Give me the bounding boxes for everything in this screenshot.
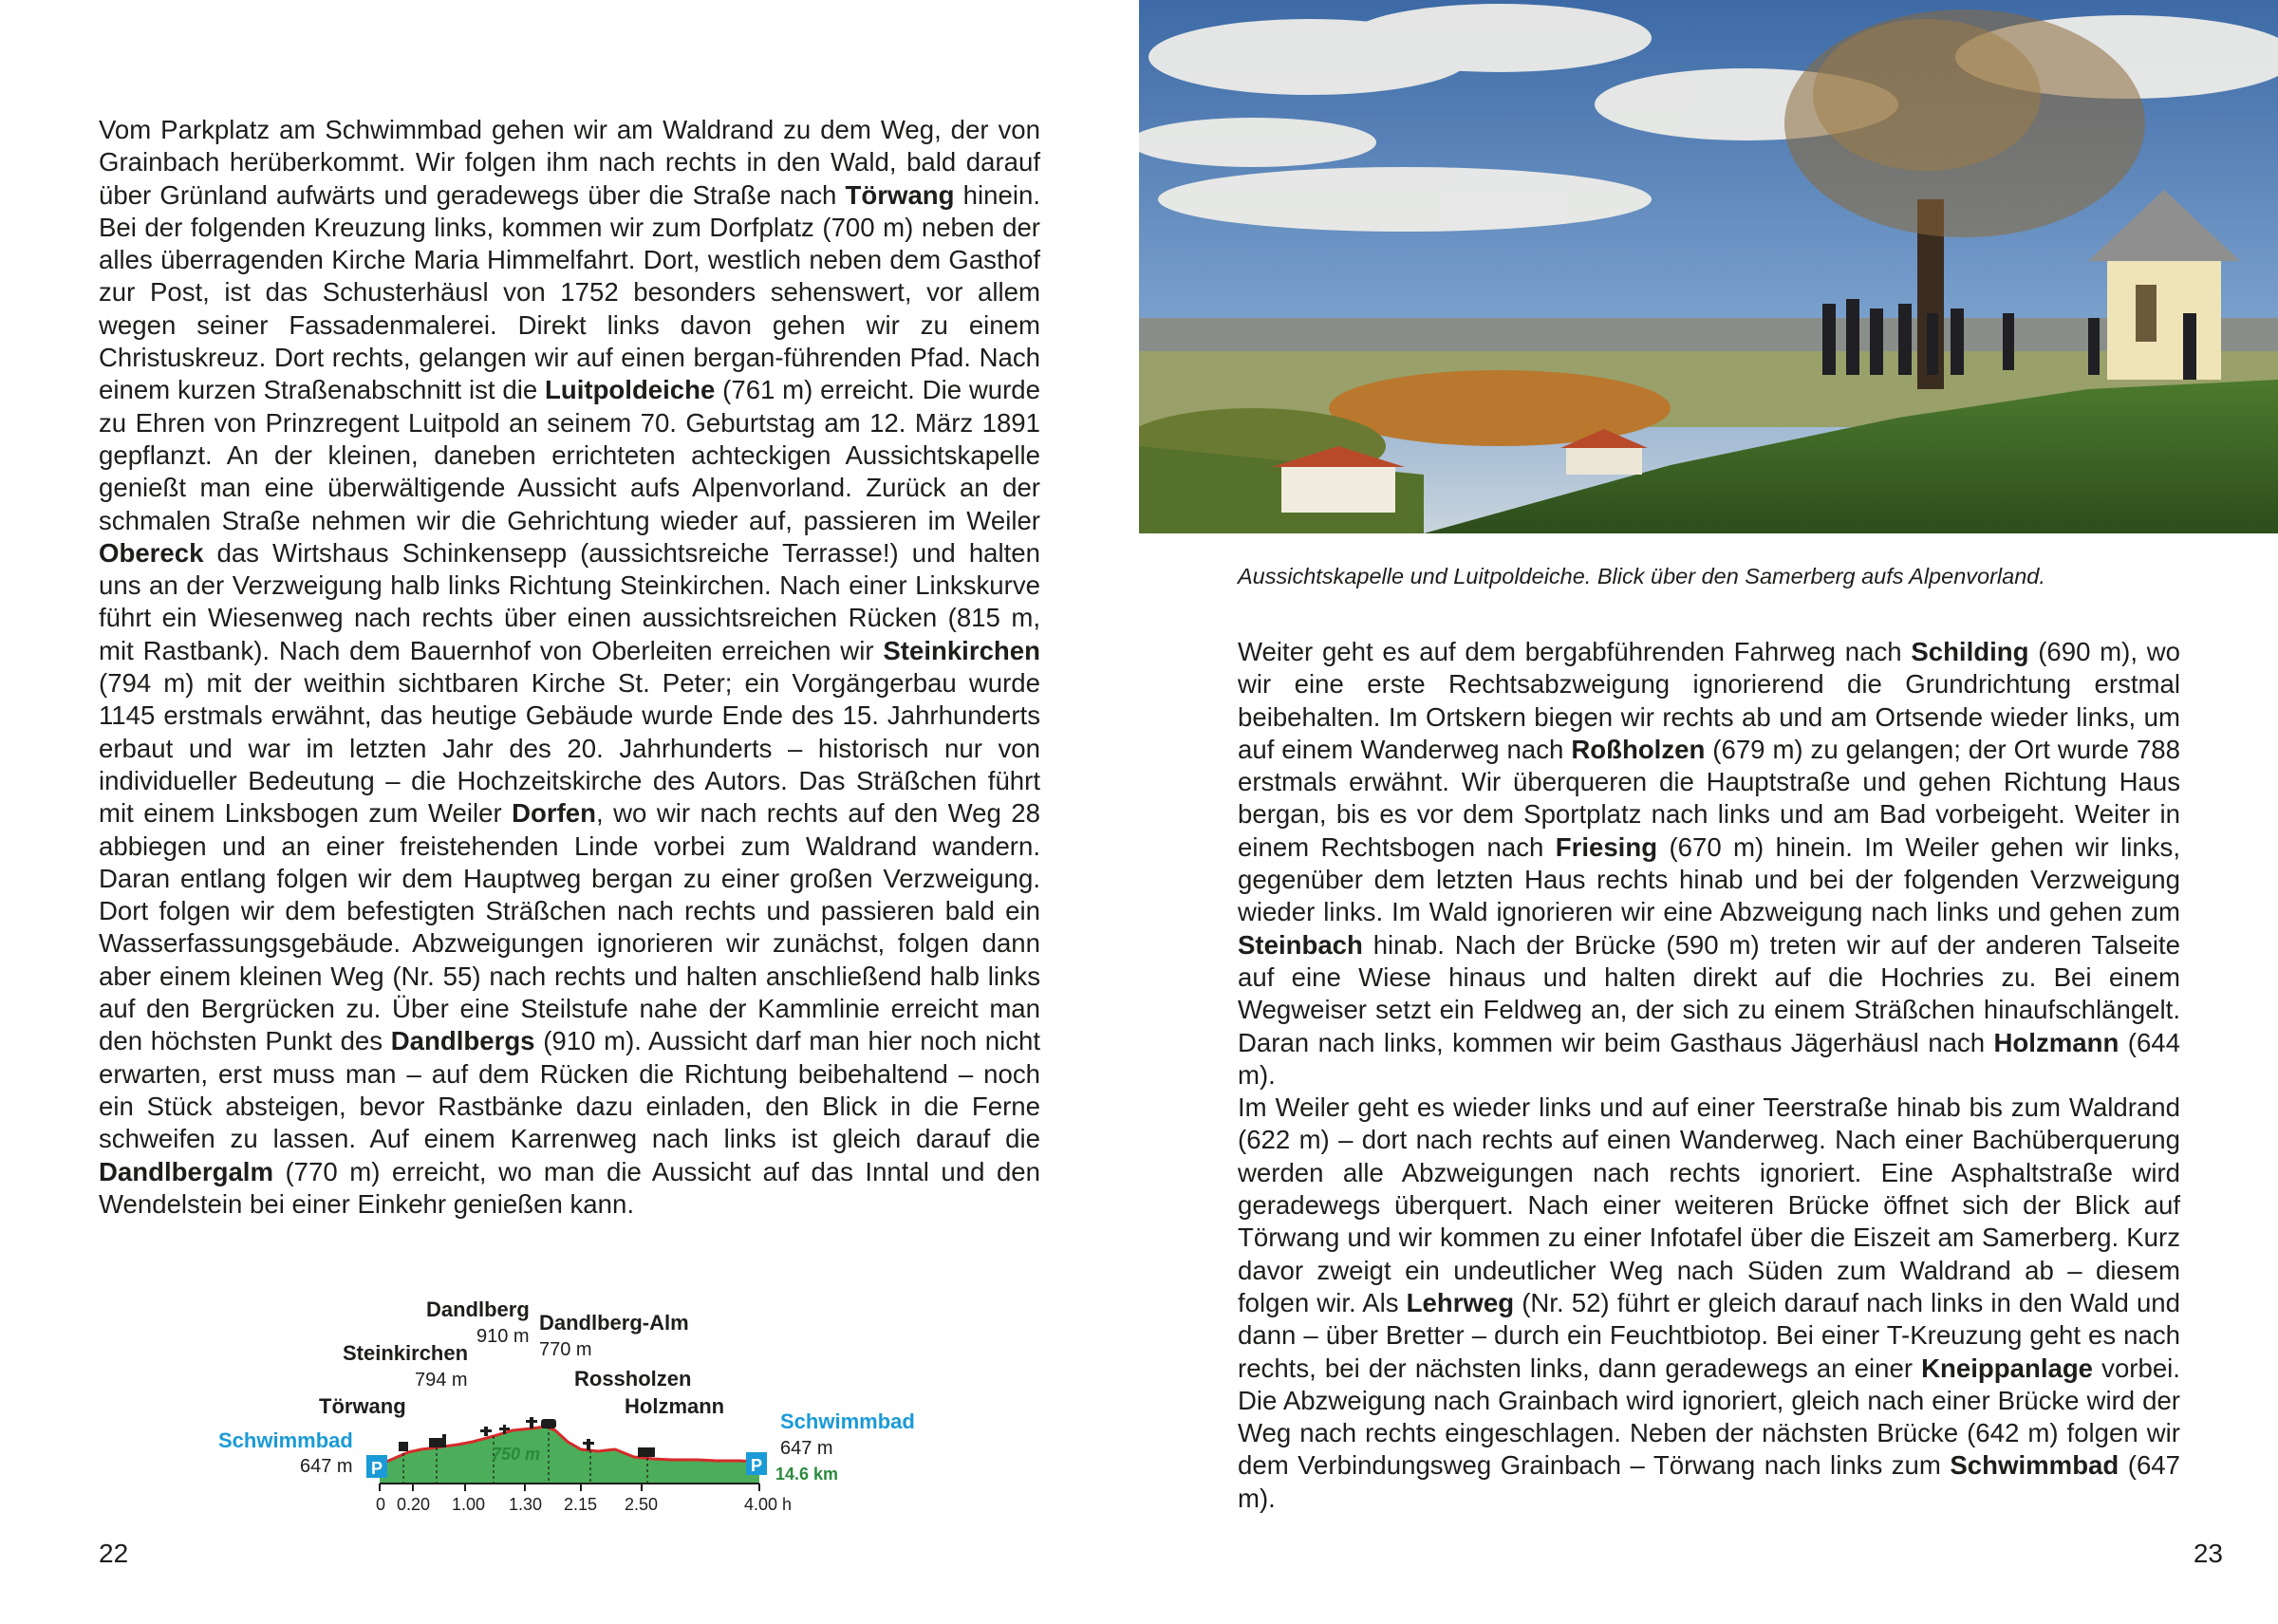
waypoint-elev: 910 m xyxy=(476,1326,530,1347)
text-run: , wo wir nach rechts auf den Weg 28 abbiegen und an einer freistehenden Linde vorbei zum Waldrand wandern. Daran entlang folgen wir dem Hauptweg bergan zu einer großen Verzweigung. Dort folgen wir dem befestigten Sträßchen nach rechts und passieren bald ein Wasserfassungsgebäude. Abzweigungen ignorieren wir zunächst, folgen dann aber einem kleinen Weg (Nr. 55) nach rechts und halten anschließend halb links auf den Bergrücken zu. Über eine Steilstufe nahe der Kammlinie erreicht man den höchsten Punkt des xyxy=(99,798,1040,1056)
text-run: (761 m) erreicht. Die wurde zu Ehren von Prinzregent Luitpold an seinem 70. Geburtstag am 12. März 1891 gepflanzt. An der kleinen, daneben errichteten achteckigen Aussichtskapelle genießt man eine überwältigende Aussicht aufs Alpenvorland. Zurück an der schmalen Straße nehmen wir die Gehrichtung wieder auf, passieren im Weiler xyxy=(99,375,1040,535)
tick-label: 0 xyxy=(376,1495,386,1514)
text-run: Vom Parkplatz am Schwimmbad gehen wir am Waldrand zu dem Weg, der von Grainbach herüberkommt. Wir folgen ihm nach rechts in den Wald, bald darauf über Grünland aufwärts und geradewegs über die Straße nach xyxy=(99,115,1040,210)
place-name: Lehrweg xyxy=(1406,1287,1515,1317)
place-name: Dandlbergs xyxy=(390,1026,535,1056)
place-name: Dandlbergalm xyxy=(99,1156,273,1186)
inner-elevation-label: 750 m xyxy=(492,1445,541,1464)
place-name: Schwimmbad xyxy=(1950,1450,2119,1481)
waypoint-label: Törwang xyxy=(319,1394,406,1418)
page-number: 23 xyxy=(2193,1539,2223,1568)
place-name: Luitpoldeiche xyxy=(545,375,716,405)
waypoint-elev: 794 m xyxy=(415,1370,468,1391)
text-run: (910 m). Aussicht darf man hier noch nicht erwarten, erst muss man – auf dem Rücken die Richtung beibehaltend – noch ein Stück absteigen, bevor Rastbänke dazu einladen, den Blick in die Ferne schweifen zu lassen. Auf einem Karrenweg nach links ist gleich darauf die xyxy=(99,1026,1041,1154)
text-run: (Nr. 52) führt er gleich darauf nach links in den Wald und dann – über Bretter – durch ein Feuchtbiotop. Bei einer T-Kreuzung geht es nach rechts, bei der nächsten links, dann geradewegs an einer xyxy=(1238,1287,2180,1383)
left-body-text xyxy=(99,114,1040,1221)
tick-label: 0.20 xyxy=(397,1495,431,1514)
right-page xyxy=(1139,0,2278,1624)
text-run: (679 m) zu gelangen; der Ort wurde 788 erstmals erwähnt. Wir überqueren die Hauptstraße und gehen Richtung Haus bergan, bis es vor dem Sportplatz nach links und am Bad vorbeigeht. Weiter in einem Rechtsbogen nach xyxy=(1238,734,2181,862)
end-elev: 647 m xyxy=(780,1438,833,1459)
tick-label: 2.15 xyxy=(564,1495,598,1514)
tick-label: 4.00 h xyxy=(744,1495,793,1514)
paragraph xyxy=(1238,1092,2180,1515)
place-name: Obereck xyxy=(99,537,204,568)
place-name: Törwang xyxy=(845,179,955,210)
parking-letter: P xyxy=(371,1459,383,1478)
parking-letter: P xyxy=(751,1456,763,1475)
photo-caption: Aussichtskapelle und Luitpoldeiche. Blick über den Samerberg aufs Alpenvorland. xyxy=(1238,564,2045,588)
place-name: Friesing xyxy=(1555,831,1658,862)
text-run: Im Weiler geht es wieder links und auf einer Teerstraße hinab bis zum Waldrand (622 m) – dort nach rechts auf einen Wanderweg. Nach einer Bachüberquerung werden alle Abzweigungen nach rechts ignoriert. Eine Asphaltstraße wird geradewegs überquert. Nach einer weiteren Brücke öffnet sich der Blick auf Törwang und wir kommen zu einer Infotafel über die Eiszeit am Samerberg. Kurz davor zweigt ein undeutlicher Weg nach Süden zum Waldrand ab – diesem folgen wir. Als xyxy=(1238,1092,2180,1317)
elevation-profile xyxy=(209,1296,930,1519)
waypoint-label: Rossholzen xyxy=(574,1367,692,1391)
paragraph xyxy=(1238,636,2180,1092)
place-name: Kneippanlage xyxy=(1921,1353,2094,1383)
start-elev: 647 m xyxy=(300,1456,353,1477)
time-ticks xyxy=(380,1484,759,1491)
text-run: hinab. Nach der Brücke (590 m) treten wir auf der anderen Talseite auf eine Wiese hinaus und halten direkt auf die Hochries zu. Bei einem Wegweiser setzt ein Feldweg an, der sich zu einem Sträßchen hinaufschlängelt. Daran nach links, kommen wir beim Gasthaus Jägerhäusl nach xyxy=(1238,929,2180,1057)
waypoint-label: Holzmann xyxy=(625,1394,725,1418)
right-body-text xyxy=(1238,636,2180,1515)
place-name: Dorfen xyxy=(512,798,597,829)
place-name: Schilding xyxy=(1911,637,2029,666)
text-run: hinein. Bei der folgenden Kreuzung links, kommen wir zum Dorfplatz (700 m) neben der alles überragenden Kirche Maria Himmelfahrt. Dort, westlich neben dem Gasthof zur Post, ist das Schusterhäusl von 1752 besonders sehenswert, vor allem wegen seiner Fassadenmalerei. Direkt links davon gehen wir zu einem Christuskreuz. Dort rechts, gelangen wir auf einen bergan-führenden Pfad. Nach einem kurzen Straßenabschnitt ist die xyxy=(99,179,1040,405)
tick-label: 2.50 xyxy=(625,1495,659,1514)
place-name: Holzmann xyxy=(1993,1027,2119,1057)
text-run: (647 m). xyxy=(1238,1450,2180,1513)
place-name: Roßholzen xyxy=(1571,734,1706,764)
end-label: Schwimmbad xyxy=(780,1409,915,1433)
waypoint-label: Dandlberg-Alm xyxy=(539,1311,689,1335)
landscape-photo xyxy=(1139,0,2278,533)
waypoint-label: Dandlberg xyxy=(426,1297,530,1321)
place-name: Steinkirchen xyxy=(883,635,1040,665)
start-label: Schwimmbad xyxy=(218,1428,353,1452)
text-run: (794 m) mit der weithin sichtbaren Kirche St. Peter; ein Vorgängerbau wurde 1145 erstmals erwähnt, das heutige Gebäude wurde Ende des 15. Jahrhunderts erbaut und war im letzten Jahr des 20. Jahrhunderts – historisch nur von individueller Bedeutung – die Hochzeitskirche des Autors. Das Sträßchen führt mit einem Linksbogen zum Weiler xyxy=(99,668,1040,829)
text-run: vorbei. Die Abzweigung nach Grainbach wird ignoriert, gleich nach einer Brücke wird der Weg nach rechts eingeschlagen. Neben der nächsten Brücke (642 m) folgen wir dem Verbindungsweg Grainbach – Törwang nach links zum xyxy=(1238,1353,2180,1481)
text-run: (644 m). xyxy=(1238,1027,2180,1090)
waypoint-label: Steinkirchen xyxy=(343,1341,469,1365)
tick-label: 1.30 xyxy=(509,1495,543,1514)
text-run: (770 m) erreicht, wo man die Aussicht auf das Inntal und den Wendelstein bei einer Einkehr genießen kann. xyxy=(99,1156,1040,1219)
text-run: (670 m) hinein. Im Weiler gehen wir links, gegenüber dem letzten Haus rechts hinab und bei der folgenden Verzweigung wieder links. Im Wald ignorieren wir eine Abzweigung nach links und gehen zum xyxy=(1238,831,2180,927)
tick-label: 1.00 xyxy=(452,1495,486,1514)
waypoint-elev: 770 m xyxy=(539,1339,592,1360)
text-run: (690 m), wo wir eine erste Rechtsabzweigung ignorierend die Grundrichtung erstmal beibehalten. Im Ortskern biegen wir rechts ab und am Ortsende wieder links, um auf einem Wanderweg nach xyxy=(1238,637,2181,764)
text-run: Weiter geht es auf dem bergabführenden Fahrweg nach xyxy=(1238,637,1912,666)
page-number: 22 xyxy=(99,1539,129,1568)
distance-label: 14.6 km xyxy=(775,1465,839,1484)
place-name: Steinbach xyxy=(1238,929,1363,960)
text-run: das Wirtshaus Schinkensepp (aussichtsreiche Terrasse!) und halten uns an der Verzweigung halb links Richtung Steinkirchen. Nach einer Linkskurve führt ein Wiesenweg nach rechts über einen aussichtsreichen Rücken (815 m, mit Rastbank). Nach dem Bauernhof von Oberleiten erreichen wir xyxy=(99,537,1040,665)
